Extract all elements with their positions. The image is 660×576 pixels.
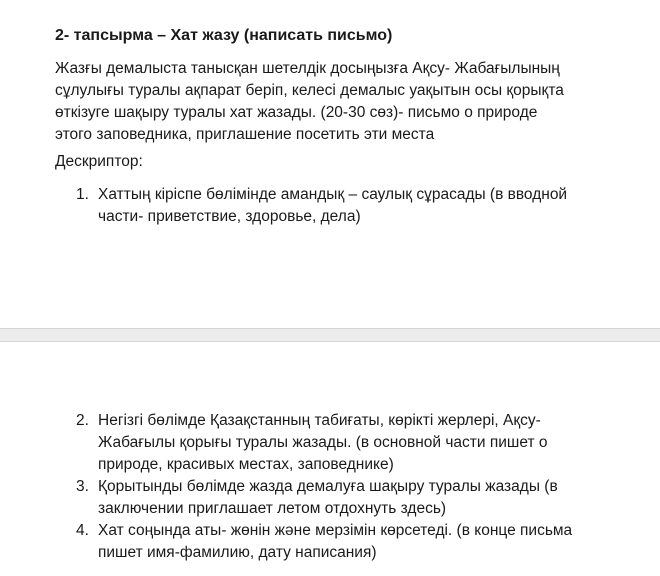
item-line: природе, красивых местах, заповеднике) (98, 456, 394, 473)
item-line: Хат соңында аты- жөнін және мерзімін көрсетеді. (в конце письма (98, 522, 573, 539)
item-number: 2. (76, 412, 89, 429)
page-break (0, 328, 660, 342)
item-number: 3. (76, 478, 89, 495)
task-line: сұлулығы туралы ақпарат беріп, келесі демалыс уақытын осы қорықта (55, 82, 564, 99)
item-line: пишет имя-фамилию, дату написания) (98, 544, 377, 561)
item-line: заключении приглашает летом отдохнуть здесь) (98, 500, 447, 517)
item-text (98, 476, 638, 520)
task-title: 2- тапсырма – Хат жазу (написать письмо) (55, 27, 393, 44)
item-text (98, 520, 638, 564)
item-number: 1. (76, 186, 89, 203)
item-number: 4. (76, 522, 89, 539)
item-line: Хаттың кіріспе бөлімінде амандық – саулық сұрасады (в вводной (98, 186, 568, 203)
item-text (98, 410, 638, 476)
item-line: Жабағылы қорығы туралы жазады. (в основной части пишет о (98, 434, 548, 451)
task-line: этого заповедника, приглашение посетить эти места (55, 126, 435, 143)
task-line: Жазғы демалыста танысқан шетелдік досыңызға Ақсу- Жабағылының (55, 60, 560, 77)
task-line: өткізуге шақыру туралы хат жазады. (20-30 сөз)- письмо о природе (55, 104, 538, 121)
descriptor-label: Дескриптор: (55, 153, 143, 170)
item-text (98, 184, 638, 228)
task-description (55, 58, 635, 146)
document-page-2 (0, 342, 660, 576)
item-line: Негізгі бөлімде Қазақстанның табиғаты, көрікті жерлері, Ақсу- (98, 412, 541, 429)
item-line: части- приветствие, здоровье, дела) (98, 208, 361, 225)
item-line: Қорытынды бөлімде жазда демалуға шақыру туралы жазады (в (98, 478, 558, 495)
